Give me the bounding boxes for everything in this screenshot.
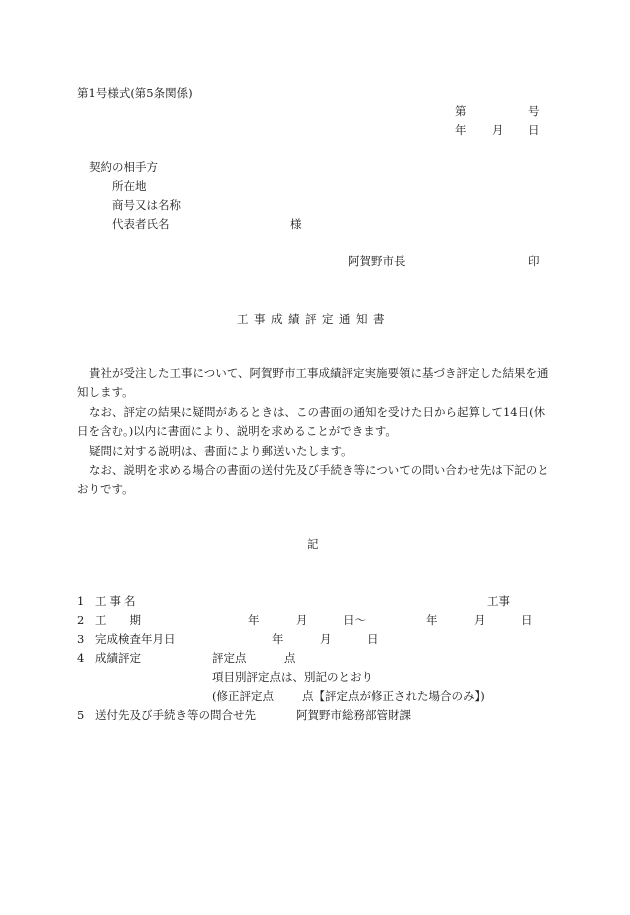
item-3-month: 月 [320, 632, 332, 646]
date-day: 日 [528, 123, 540, 137]
item-2-month-1: 月 [296, 613, 308, 627]
form-id: 第1号様式(第5条関係) [77, 86, 193, 100]
item-2-day-2: 日 [521, 613, 533, 627]
item-3-label: 完成検査年月日 [95, 632, 176, 646]
recipient-heading: 契約の相手方 [89, 160, 158, 174]
recipient-honorific: 様 [290, 217, 302, 231]
item-2-label: 工 期 [95, 613, 141, 627]
doc-number-prefix: 第 [455, 104, 467, 118]
score-label: 評定点 [212, 651, 247, 665]
date-year: 年 [455, 123, 467, 137]
item-3-day: 日 [367, 632, 379, 646]
body-paragraph-2: なお、評定の結果に疑問があるときは、この書面の通知を受けた日から起算して14日(休日を含む。)以内に書面により、説明を求めることができます。 [77, 405, 546, 439]
item-2-year-2: 年 [426, 613, 438, 627]
date-month: 月 [492, 123, 504, 137]
body-paragraph-4: なお、説明を求める場合の書面の送付先及び手続き等についての問い合わせ先は下記のとおりです。 [77, 463, 549, 497]
body-paragraph-3: 疑問に対する説明は、書面により郵送いたします。 [89, 444, 353, 458]
item-1-suffix: 工事 [487, 594, 510, 608]
sender-title: 阿賀野市長 [348, 254, 406, 268]
seal-mark: 印 [528, 254, 540, 268]
revised-score-label: (修正評定点 [212, 689, 274, 703]
recipient-rep-label: 代表者氏名 [112, 217, 170, 231]
item-5-value: 阿賀野市総務部管財課 [296, 708, 411, 722]
item-5-number: 5 [77, 708, 85, 722]
item-3-number: 3 [77, 632, 85, 646]
item-4-number: 4 [77, 651, 85, 665]
body-paragraph-1: 貴社が受注した工事について、阿賀野市工事成績評定実施要領に基づき評定した結果を通知します。 [77, 366, 549, 400]
item-2-number: 2 [77, 613, 85, 627]
item-score-note: 項目別評定点は、別記のとおり [212, 670, 373, 684]
item-1-number: 1 [77, 594, 85, 608]
recipient-address-label: 所在地 [112, 179, 147, 193]
item-2-month-2: 月 [474, 613, 486, 627]
item-2-day-1: 日～ [343, 613, 366, 627]
revised-score-unit-note: 点【評定点が修正された場合のみ】) [302, 689, 485, 703]
item-4-label: 成績評定 [95, 651, 141, 665]
document-title: 工事成績評定通知書 [237, 312, 390, 326]
item-5-label: 送付先及び手続き等の問合せ先 [95, 708, 256, 722]
score-unit: 点 [284, 651, 296, 665]
item-1-label: 工事名 [95, 594, 139, 608]
item-3-year: 年 [272, 632, 284, 646]
ki-heading: 記 [307, 537, 319, 551]
doc-number-suffix: 号 [528, 104, 540, 118]
item-2-year-1: 年 [248, 613, 260, 627]
recipient-name-label: 商号又は名称 [112, 198, 181, 212]
